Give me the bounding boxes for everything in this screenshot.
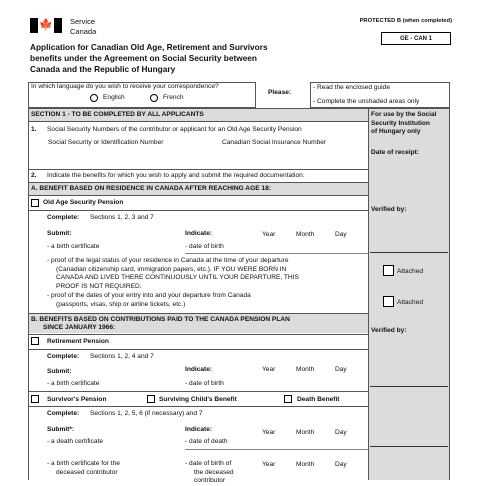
sin-label: Canadian Social Insurance Number (222, 139, 327, 146)
death-benefit-checkbox[interactable] (284, 395, 292, 403)
requirement-item: - a birth certificate (47, 380, 100, 387)
instruction-item: - Complete the unshaded areas only (313, 98, 420, 105)
indicate-label: Indicate: (185, 230, 213, 237)
signature-line (370, 386, 448, 387)
year-label: Year (262, 429, 276, 436)
day-label: Day (335, 429, 347, 436)
heading-line: B. BENEFITS BASED ON CONTRIBUTIONS PAID TO THE CANADA PENSION PLAN (31, 316, 290, 323)
question-2-text: Indicate the benefits for which you wish to apply and submit the required documentation. (47, 172, 305, 179)
question-1-text: Social Security Numbers of the contributor or applicant for an Old Age Security Pension (47, 126, 302, 133)
indicate-line: - date of birth of (185, 460, 232, 467)
child-benefit-checkbox[interactable] (147, 395, 155, 403)
indicate-line: contributor (194, 477, 226, 484)
department-name (70, 17, 96, 37)
attached-label: Attached (397, 268, 424, 275)
year-label: Year (262, 231, 276, 238)
complete-text: Sections 1, 2, 5, 6 (if necessary) and 7 (90, 410, 203, 417)
month-label: Month (296, 429, 315, 436)
indicate-item: - date of birth (185, 243, 224, 250)
form-code: GE - CAN 1 (381, 32, 451, 45)
protected-label: PROTECTED B (when completed) (359, 18, 452, 24)
indicate-label: Indicate: (185, 426, 213, 433)
indicate-item (185, 460, 260, 486)
institution-sidebar (368, 108, 450, 480)
please-label: Please: (268, 89, 292, 96)
radio-english[interactable] (90, 94, 98, 102)
complete-text: Sections 1, 2, 4 and 7 (90, 353, 154, 360)
page-title (30, 42, 330, 75)
question-number: 1. (31, 126, 37, 133)
canada-flag-logo (30, 18, 62, 33)
sidebar-heading-line: For use by the Social (371, 111, 437, 118)
radio-french[interactable] (150, 94, 158, 102)
survivor-checkbox[interactable] (31, 395, 39, 403)
dept-line: Canada (70, 27, 97, 36)
instruction-item: - Read the enclosed guide (313, 84, 390, 91)
year-label: Year (262, 366, 276, 373)
requirement-line: PROOF IS NOT REQUIRED. (56, 282, 142, 290)
attached-label: Attached (397, 299, 424, 306)
oas-checkbox[interactable] (31, 199, 39, 207)
attached-checkbox[interactable] (383, 296, 394, 307)
death-benefit-label: Death Benefit (297, 396, 340, 403)
survivor-label: Survivor's Pension (47, 396, 107, 403)
attached-checkbox[interactable] (383, 265, 394, 276)
date-of-receipt-label: Date of receipt: (371, 149, 419, 156)
requirement-line: deceased contributor (56, 468, 118, 476)
complete-label: Complete: (47, 353, 80, 360)
month-label: Month (296, 231, 315, 238)
day-label: Day (335, 461, 347, 468)
indicate-item: - date of birth (185, 380, 224, 387)
title-line: Canada and the Republic of Hungary (30, 64, 176, 74)
submit-label: Submit: (47, 230, 72, 237)
requirement-line: (passports, visas, ship or airline tickets, etc.) (56, 300, 186, 308)
day-label: Day (335, 231, 347, 238)
requirement-line: CANADA AND LIVED THERE CONTINUOUSLY UNTIL YOUR DEPARTURE, THIS (56, 274, 299, 281)
language-question: In which language do you wish to receive your correspondence? (31, 83, 219, 90)
year-label: Year (262, 461, 276, 468)
complete-text: Sections 1, 2, 3 and 7 (90, 214, 154, 221)
indicate-label: Indicate: (185, 366, 213, 373)
sidebar-heading-line: of Hungary only (371, 128, 421, 135)
indicate-line: the deceased (194, 468, 234, 476)
requirement-item: - a birth certificate (47, 243, 100, 250)
section-a-heading: A. BENEFIT BASED ON RESIDENCE IN CANADA AFTER REACHING AGE 18: (31, 185, 271, 192)
requirement-line: (Canadian citizenship card, immigration papers, etc.). IF YOU WERE BORN IN (56, 265, 287, 273)
requirement-item: - a death certificate (47, 438, 104, 445)
verified-by-label: Verified by: (371, 206, 407, 213)
retirement-checkbox[interactable] (31, 337, 39, 345)
ssn-label: Social Security or Identification Number (48, 139, 164, 146)
month-label: Month (296, 366, 315, 373)
month-label: Month (296, 461, 315, 468)
verified-by-label: Verified by: (371, 327, 407, 334)
section1-heading: SECTION 1 - TO BE COMPLETED BY ALL APPLICANTS (31, 111, 204, 118)
indicate-item: - date of death (185, 438, 228, 445)
requirement-line: - proof of the dates of your entry into and your departure from Canada (47, 292, 251, 299)
requirement-item (47, 460, 177, 477)
sidebar-heading (371, 111, 436, 137)
legal-status-requirement (47, 257, 367, 291)
submit-label: Submit: (47, 368, 72, 375)
retirement-label: Retirement Pension (47, 338, 109, 345)
oas-label: Old Age Security Pension (43, 199, 124, 206)
maple-leaf-icon: 🍁 (39, 19, 53, 31)
entry-departure-requirement (47, 292, 367, 309)
signature-line (370, 252, 448, 253)
question-number: 2. (31, 172, 37, 179)
child-benefit-label: Surviving Child's Benefit (159, 396, 237, 403)
dept-line: Service (70, 17, 96, 26)
french-label: French (163, 94, 184, 101)
title-line: benefits under the Agreement on Social Security between (30, 53, 257, 63)
title-line: Application for Canadian Old Age, Retirement and Survivors (30, 42, 268, 52)
heading-line: SINCE JANUARY 1966: (43, 324, 116, 331)
complete-label: Complete: (47, 410, 80, 417)
signature-line (370, 446, 448, 447)
day-label: Day (335, 366, 347, 373)
complete-label: Complete: (47, 214, 80, 221)
section-b-heading (31, 316, 366, 332)
submit-label: Submit*: (47, 426, 75, 433)
sidebar-heading-line: Security Institution (371, 119, 430, 127)
requirement-line: - proof of the legal status of your residence in Canada at the time of your departure (47, 257, 289, 264)
english-label: English (103, 94, 125, 101)
requirement-line: - a birth certificate for the (47, 460, 120, 467)
